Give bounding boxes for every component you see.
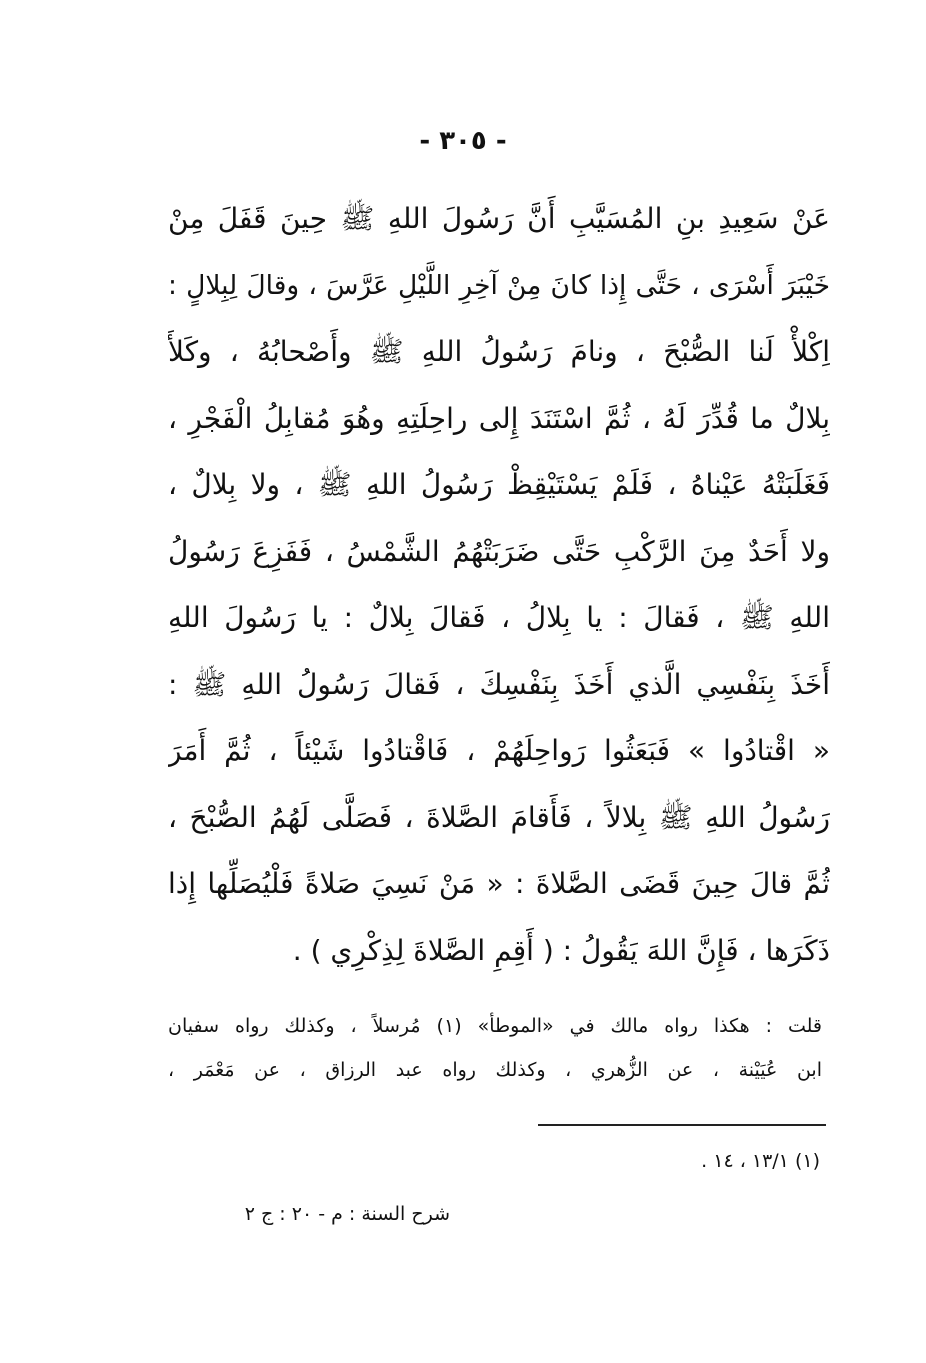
hadith-line: ولا أَحَدٌ مِنَ الرَّكْبِ حَتَّى ضَرَبَتْهُمُ الشَّمْسُ ، فَفَزِعَ رَسُولُ [168, 534, 830, 568]
note-line: قلت : هكذا رواه مالك في «الموطأ» (١) مُرسلاً ، وكذلك رواه سفيان [168, 1015, 822, 1037]
commentary-note [168, 1004, 822, 1092]
hadith-line: ذَكَرَها ، فَإِنَّ اللهَ يَقُولُ : ( أَقِمِ الصَّلاةَ لِذِكْرِي ) . [292, 933, 830, 967]
footnote: (١) ١٣/١ ، ١٤ . [701, 1150, 820, 1172]
hadith-line: أَخَذَ بِنَفْسِي الَّذي أَخَذَ بِنَفْسِكَ ، فَقالَ رَسُولُ اللهِ ﷺ : [168, 667, 830, 701]
hadith-line: « اقْتادُوا » فَبَعَثُوا رَواحِلَهُمْ ، فَاقْتادُوا شَيْئاً ، ثُمَّ أَمَرَ [168, 734, 830, 767]
page-number: - ٣٠٥ - [419, 126, 507, 156]
hadith-line: خَيْبَرَ أَسْرَى ، حَتَّى إِذا كانَ مِنْ آخِرِ اللَّيْلِ عَرَّسَ ، وقالَ لِبِلالٍ : [168, 269, 830, 301]
note-line: ابن عُيَيْنة ، عن الزُّهري ، وكذلك رواه عبد الرزاق ، عن مَعْمَر ، [168, 1059, 822, 1081]
hadith-line: اللهِ ﷺ ، فَقالَ : يا بِلالُ ، فَقالَ بِلالٌ : يا رَسُولَ اللهِ [168, 601, 830, 634]
hadith-line: بِلالٌ ما قُدِّرَ لَهُ ، ثُمَّ اسْتَنَدَ إِلى راحِلَتِهِ وهُوَ مُقابِلُ الْفَجْرِ ، [168, 401, 830, 435]
hadith-line: فَغَلَبَتْهُ عَيْناهُ ، فَلَمْ يَسْتَيْقِظْ رَسُولُ اللهِ ﷺ ، ولا بِلالٌ ، [168, 468, 830, 501]
hadith-line: عَنْ سَعِيدِ بنِ المُسَيَّبِ أَنَّ رَسُولَ اللهِ ﷺ حِينَ قَفَلَ مِنْ [168, 202, 830, 235]
hadith-text [168, 186, 830, 984]
footnote-divider [538, 1124, 826, 1126]
hadith-line: رَسُولُ اللهِ ﷺ بِلالاً ، فَأَقامَ الصَّلاةَ ، فَصَلَّى لَهُمُ الصُّبْحَ ، [168, 800, 830, 834]
hadith-line: ثُمَّ قالَ حِينَ قَضَى الصَّلاةَ : « مَنْ نَسِيَ صَلاةً فَلْيُصَلِّها إِذا [168, 867, 830, 900]
printer-signature: شرح السنة : م - ٢٠ : ج ٢ [244, 1203, 450, 1225]
hadith-line: اِكْلأْ لَنا الصُّبْحَ ، ونامَ رَسُولُ اللهِ ﷺ وأَصْحابُهُ ، وكَلأَ [168, 335, 830, 368]
